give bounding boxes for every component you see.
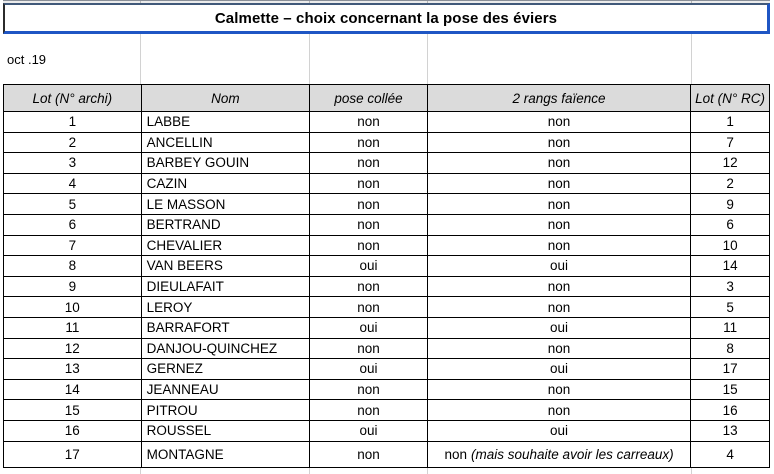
cell-nom[interactable]: JEANNEAU (142, 380, 311, 400)
cell-lot-rc[interactable]: 7 (726, 134, 734, 150)
gridline-segment (3, 1, 141, 3)
cell-lot-rc[interactable]: 14 (722, 258, 738, 274)
cell-pose-collee[interactable]: oui (310, 318, 428, 338)
faience-value: non (547, 340, 571, 356)
cell-faience[interactable] (428, 236, 691, 256)
cell-lot-archi[interactable]: 5 (4, 194, 142, 214)
table-row (4, 421, 769, 442)
cell-pose-collee[interactable]: non (310, 153, 428, 173)
cell-lot-rc[interactable]: 3 (726, 279, 734, 295)
cell-lot-archi[interactable]: 17 (4, 442, 142, 467)
table-row (4, 400, 769, 421)
faience-value: non (547, 176, 571, 192)
cell-faience[interactable] (428, 194, 691, 214)
cell-pose-collee[interactable]: non (310, 380, 428, 400)
faience-value: non (547, 299, 571, 315)
cell-faience[interactable] (428, 256, 691, 276)
cell-lot-rc[interactable]: 11 (723, 320, 738, 336)
col-header-faience[interactable]: 2 rangs faïence (428, 85, 691, 111)
cell-nom[interactable]: BARBEY GOUIN (142, 153, 311, 173)
faience-value: non (547, 114, 571, 130)
cell-nom[interactable]: LEROY (142, 297, 311, 317)
cell-lot-rc[interactable]: 8 (726, 340, 734, 356)
cell-nom[interactable]: ROUSSEL (142, 421, 311, 441)
cell-lot-rc[interactable]: 9 (726, 196, 734, 212)
cell-lot-archi[interactable]: 1 (4, 112, 142, 132)
cell-lot-rc[interactable]: 6 (726, 217, 734, 233)
cell-lot-archi[interactable]: 4 (4, 174, 142, 194)
cell-nom[interactable]: CAZIN (142, 174, 311, 194)
faience-value: oui (550, 320, 569, 336)
table-row (4, 380, 769, 401)
faience-value: non (547, 402, 571, 418)
cell-lot-archi[interactable]: 7 (4, 236, 142, 256)
cell-lot-archi[interactable]: 12 (4, 339, 142, 359)
cell-nom[interactable]: CHEVALIER (142, 236, 311, 256)
date-cell[interactable]: oct .19 (3, 34, 141, 84)
cell-nom[interactable]: LABBE (142, 112, 311, 132)
cell-nom[interactable]: PITROU (142, 400, 311, 420)
faience-value: non (547, 155, 571, 171)
empty-cell[interactable] (692, 34, 770, 84)
table-row (4, 297, 769, 318)
cell-nom[interactable]: BARRAFORT (142, 318, 311, 338)
cell-nom[interactable]: MONTAGNE (142, 442, 311, 467)
empty-cell[interactable] (310, 34, 428, 84)
faience-value: non (547, 279, 571, 295)
col-header-nom[interactable]: Nom (142, 85, 311, 111)
faience-note: (mais souhaite avoir les carreaux) (471, 446, 674, 462)
col-header-pose-collee[interactable]: pose collée (310, 85, 428, 111)
col-header-lot-rc[interactable]: Lot (N° RC) (695, 90, 766, 106)
cell-pose-collee[interactable]: non (310, 277, 428, 297)
cell-pose-collee[interactable]: non (310, 215, 428, 235)
cell-lot-archi[interactable]: 6 (4, 215, 142, 235)
cell-lot-rc[interactable]: 13 (722, 423, 738, 439)
cell-faience[interactable] (428, 133, 691, 153)
table-row (4, 174, 769, 195)
cell-pose-collee[interactable]: non (310, 194, 428, 214)
table-body (4, 112, 769, 467)
cell-lot-archi[interactable]: 3 (4, 153, 142, 173)
cell-lot-archi[interactable]: 16 (4, 421, 142, 441)
cell-faience[interactable] (428, 442, 691, 467)
cell-pose-collee[interactable]: non (310, 400, 428, 420)
table-row (4, 215, 769, 236)
cell-pose-collee[interactable]: oui (310, 421, 428, 441)
cell-lot-rc[interactable]: 12 (722, 155, 738, 171)
gridline-segment (692, 1, 770, 3)
table-row (4, 277, 769, 298)
faience-value: oui (550, 361, 569, 377)
col-header-lot-archi[interactable]: Lot (N° archi) (4, 85, 142, 111)
cell-lot-rc[interactable]: 4 (726, 446, 734, 462)
gridline-segment (310, 1, 428, 3)
cell-lot-archi[interactable]: 8 (4, 256, 142, 276)
faience-value: oui (550, 258, 569, 274)
cell-lot-rc[interactable]: 10 (722, 237, 738, 253)
gridline-segment (141, 1, 310, 3)
faience-value: non (547, 382, 571, 398)
faience-value: oui (550, 423, 569, 439)
table-row (4, 442, 769, 467)
cell-pose-collee[interactable]: non (310, 133, 428, 153)
cell-faience[interactable] (428, 112, 691, 132)
faience-value: non (444, 446, 468, 462)
cell-pose-collee[interactable]: oui (310, 256, 428, 276)
table-row (4, 318, 769, 339)
cell-faience[interactable] (428, 380, 691, 400)
table-row (4, 236, 769, 257)
empty-cell[interactable] (428, 34, 692, 84)
empty-cell[interactable] (141, 34, 310, 84)
cell-pose-collee[interactable]: non (310, 112, 428, 132)
cropped-row-above (3, 0, 770, 3)
cell-nom[interactable]: LE MASSON (142, 194, 311, 214)
faience-value: non (547, 196, 571, 212)
cell-faience[interactable] (428, 421, 691, 441)
faience-value: non (547, 237, 571, 253)
cell-lot-archi[interactable]: 10 (4, 297, 142, 317)
cell-lot-rc[interactable]: 16 (722, 402, 738, 418)
cell-faience[interactable] (428, 277, 691, 297)
faience-value: non (547, 134, 571, 150)
table-row (4, 339, 769, 360)
gridline-segment (428, 1, 692, 3)
table-row (4, 359, 769, 380)
data-table (3, 84, 770, 468)
cell-pose-collee[interactable]: non (310, 174, 428, 194)
cell-faience[interactable] (428, 359, 691, 379)
cell-lot-archi[interactable]: 11 (4, 318, 142, 338)
cell-nom[interactable]: VAN BEERS (142, 256, 311, 276)
cell-pose-collee[interactable]: non (310, 297, 428, 317)
cell-lot-archi[interactable]: 2 (4, 133, 142, 153)
cell-lot-archi[interactable]: 13 (4, 359, 142, 379)
cell-nom[interactable]: DIEULAFAIT (142, 277, 311, 297)
table-header-row (4, 85, 769, 112)
cell-faience[interactable] (428, 215, 691, 235)
cell-lot-archi[interactable]: 14 (4, 380, 142, 400)
cell-lot-rc[interactable]: 1 (726, 114, 734, 130)
date-row (3, 34, 770, 84)
cell-faience[interactable] (428, 153, 691, 173)
cell-faience[interactable] (428, 339, 691, 359)
cell-pose-collee[interactable]: oui (310, 359, 428, 379)
cell-lot-archi[interactable]: 15 (4, 400, 142, 420)
cell-faience[interactable] (428, 318, 691, 338)
table-row (4, 112, 769, 133)
cell-lot-rc[interactable]: 15 (722, 382, 738, 398)
cell-faience[interactable] (428, 297, 691, 317)
faience-value: non (547, 217, 571, 233)
cell-lot-rc[interactable]: 5 (726, 299, 734, 315)
table-row (4, 194, 769, 215)
cell-nom[interactable]: DANJOU-QUINCHEZ (142, 339, 311, 359)
cell-pose-collee[interactable]: non (310, 442, 428, 467)
cell-lot-archi[interactable]: 9 (4, 277, 142, 297)
table-row (4, 153, 769, 174)
cell-faience[interactable] (428, 174, 691, 194)
cell-pose-collee[interactable]: non (310, 339, 428, 359)
cell-nom[interactable]: GERNEZ (142, 359, 311, 379)
cell-faience[interactable] (428, 400, 691, 420)
cell-nom[interactable]: ANCELLIN (142, 133, 311, 153)
cell-lot-rc[interactable]: 2 (726, 176, 734, 192)
table-row (4, 133, 769, 154)
cell-nom[interactable]: BERTRAND (142, 215, 311, 235)
sheet-title-cell[interactable]: Calmette – choix concernant la pose des éviers (3, 3, 770, 34)
cell-pose-collee[interactable]: non (310, 236, 428, 256)
cell-lot-rc[interactable]: 17 (722, 361, 738, 377)
table-row (4, 256, 769, 277)
